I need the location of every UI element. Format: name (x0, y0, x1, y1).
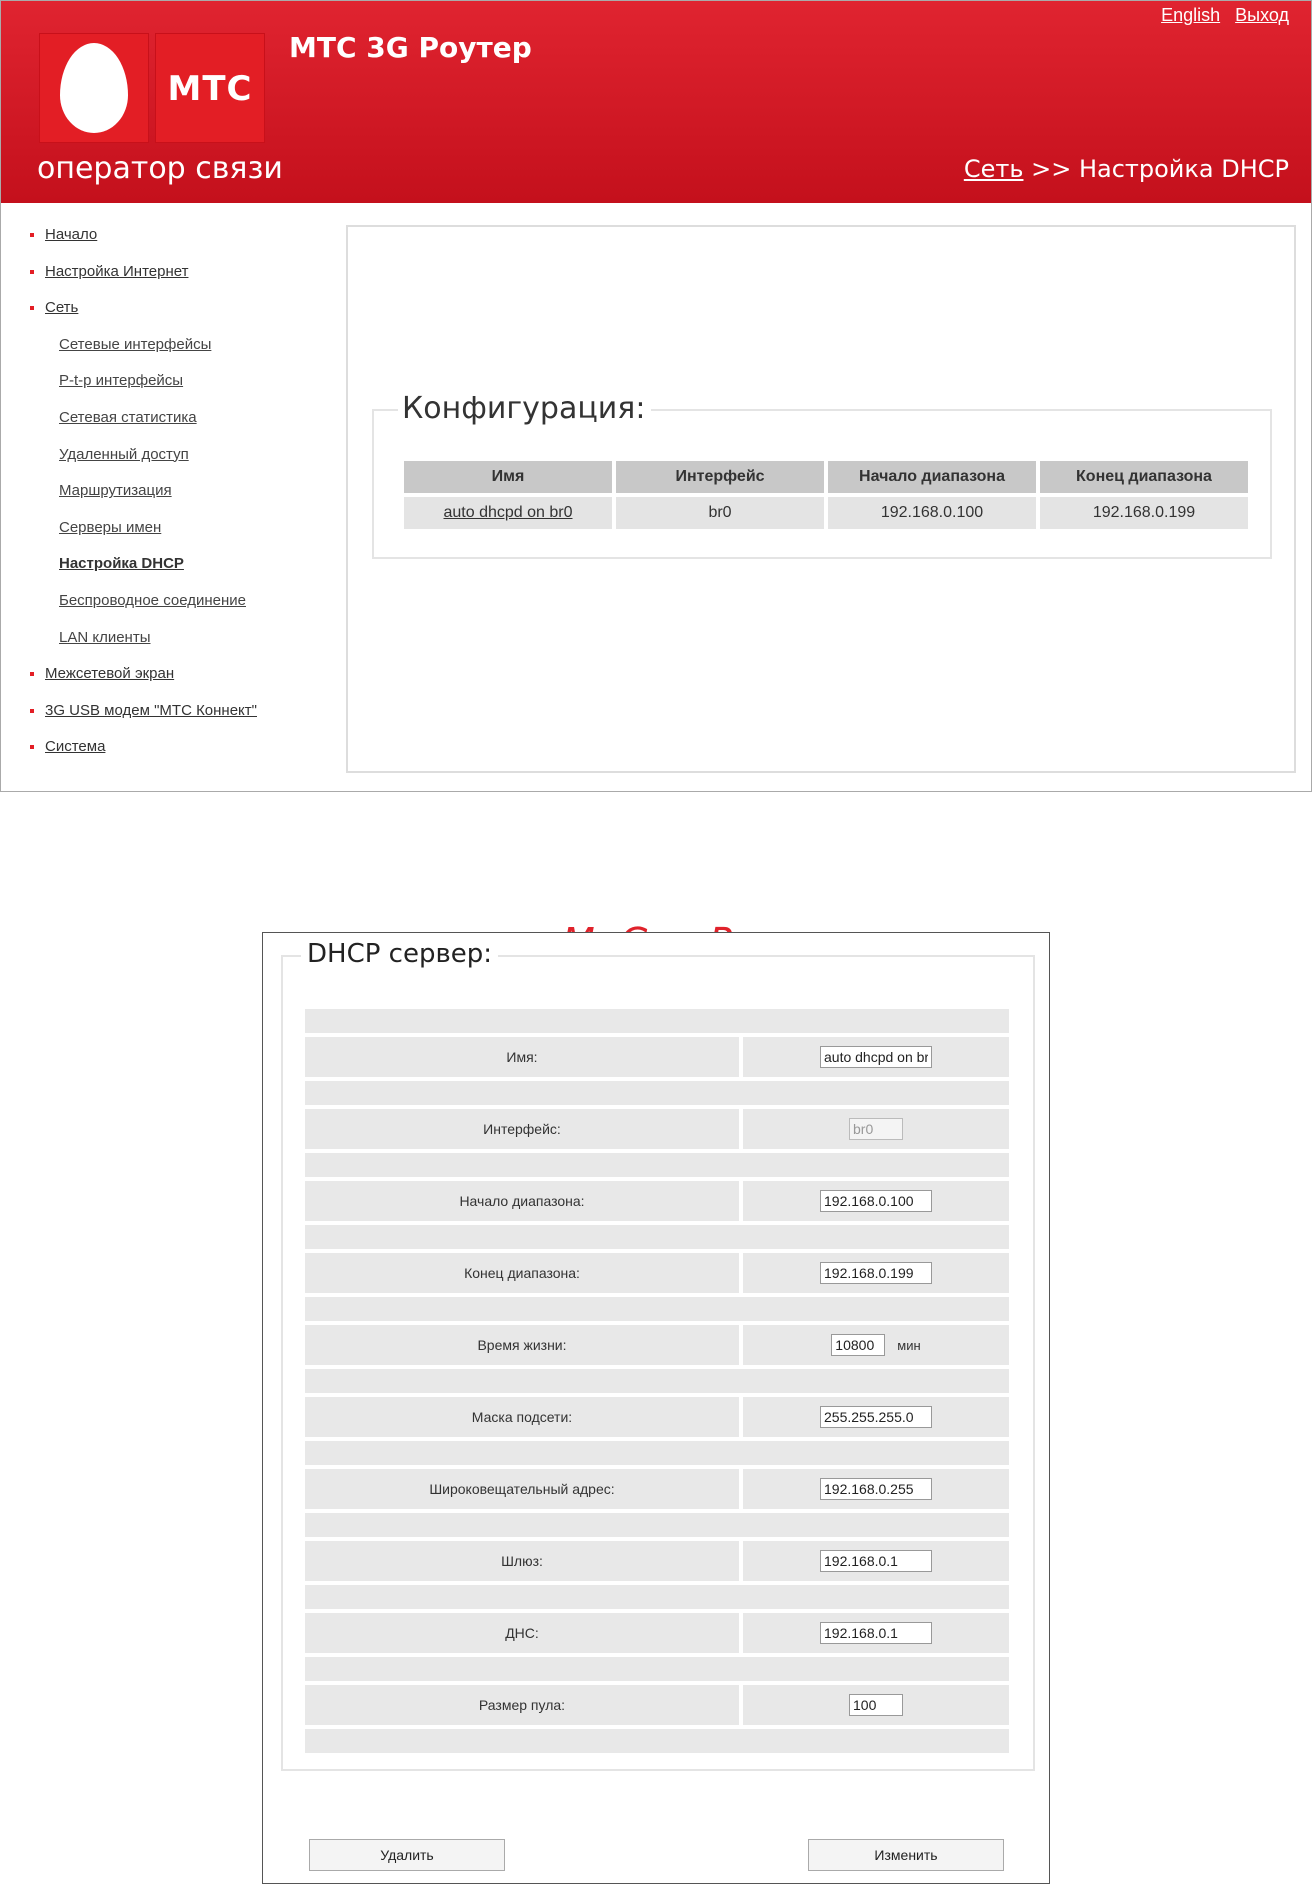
router-title: МТС 3G Роутер (289, 31, 532, 64)
nav-link-network[interactable]: Сеть (45, 299, 79, 317)
cell-range-start: 192.168.0.100 (828, 497, 1036, 529)
tagline: оператор связи (37, 151, 283, 186)
value-cell-name (743, 1037, 1009, 1077)
bullet-icon (30, 745, 34, 749)
interface-input (849, 1118, 903, 1140)
mts-egg-logo (39, 33, 149, 143)
row-spacer (305, 1225, 1009, 1249)
row-spacer (305, 1513, 1009, 1537)
dhcp-fieldset (281, 939, 1035, 1771)
label-interface: Интерфейс: (305, 1109, 739, 1149)
nav-link-ptp[interactable]: P-t-p интерфейсы (59, 372, 184, 390)
form-row-gateway (305, 1541, 1009, 1581)
form-row-interface (305, 1109, 1009, 1149)
col-header-range-start: Начало диапазона (828, 461, 1036, 493)
row-spacer (305, 1009, 1009, 1033)
col-header-range-end: Конец диапазона (1040, 461, 1248, 493)
bullet-icon (30, 270, 34, 274)
lease-unit: мин (897, 1337, 921, 1353)
nav-link-internet[interactable]: Настройка Интернет (45, 262, 189, 280)
label-range-end: Конец диапазона: (305, 1253, 739, 1293)
nav-link-wireless[interactable]: Беспроводное соединение (59, 591, 246, 609)
sidebar-nav (25, 223, 335, 772)
mts-text-logo (155, 33, 265, 143)
value-cell-pool-size (743, 1685, 1009, 1725)
nav-subitem-stats[interactable] (25, 406, 335, 443)
nav-item-firewall[interactable] (25, 662, 335, 699)
value-cell-interface (743, 1109, 1009, 1149)
netmask-input[interactable] (820, 1406, 932, 1428)
range-end-input[interactable] (820, 1262, 932, 1284)
row-spacer (305, 1657, 1009, 1681)
value-cell-range-start (743, 1181, 1009, 1221)
value-cell-dns (743, 1613, 1009, 1653)
content-panel (346, 225, 1296, 773)
value-cell-gateway (743, 1541, 1009, 1581)
row-spacer (305, 1153, 1009, 1177)
breadcrumb-current: Настройка DHCP (1078, 155, 1289, 183)
name-input[interactable] (820, 1046, 932, 1068)
header-banner (1, 1, 1311, 203)
bullet-icon (30, 672, 34, 676)
egg-icon (60, 43, 128, 133)
nav-item-internet[interactable] (25, 260, 335, 297)
nav-item-network[interactable] (25, 296, 335, 333)
nav-label-dhcp[interactable]: Настройка DHCP (59, 555, 184, 573)
nav-subitem-dns[interactable] (25, 516, 335, 553)
label-range-start: Начало диапазона: (305, 1181, 739, 1221)
row-spacer (305, 1585, 1009, 1609)
config-legend: Конфигурация: (398, 391, 651, 426)
nav-item-home[interactable] (25, 223, 335, 260)
label-name: Имя: (305, 1037, 739, 1077)
label-broadcast: Широковещательный адрес: (305, 1469, 739, 1509)
nav-link-home[interactable]: Начало (45, 226, 98, 243)
dhcp-form (305, 1009, 1009, 1757)
col-header-name: Имя (404, 461, 612, 493)
row-spacer (305, 1081, 1009, 1105)
row-spacer (305, 1441, 1009, 1465)
nav-link-system[interactable]: Система (45, 738, 106, 756)
breadcrumb-separator: >> (1023, 155, 1079, 183)
nav-subitem-interfaces[interactable] (25, 333, 335, 370)
bullet-icon (30, 306, 34, 310)
nav-link-stats[interactable]: Сетевая статистика (59, 408, 197, 426)
label-pool-size: Размер пула: (305, 1685, 739, 1725)
dhcp-entry-link[interactable]: auto dhcpd on br0 (443, 504, 573, 521)
row-spacer (305, 1729, 1009, 1753)
form-row-range-end (305, 1253, 1009, 1293)
range-start-input[interactable] (820, 1190, 932, 1212)
cell-interface: br0 (616, 497, 824, 529)
nav-link-lan-clients[interactable]: LAN клиенты (59, 628, 151, 646)
form-row-lease (305, 1325, 1009, 1365)
gateway-input[interactable] (820, 1550, 932, 1572)
breadcrumb-network-link[interactable]: Сеть (963, 155, 1024, 183)
logo-text: МТС (167, 69, 253, 109)
nav-subitem-ptp[interactable] (25, 369, 335, 406)
cell-name (404, 497, 612, 529)
table-row (404, 497, 1248, 529)
dns-input[interactable] (820, 1622, 932, 1644)
router-page-frame (0, 0, 1312, 792)
nav-subitem-remote[interactable] (25, 443, 335, 480)
value-cell-lease (743, 1325, 1009, 1365)
form-row-range-start (305, 1181, 1009, 1221)
col-header-interface: Интерфейс (616, 461, 824, 493)
cell-range-end: 192.168.0.199 (1040, 497, 1248, 529)
form-row-pool-size (305, 1685, 1009, 1725)
top-links (1151, 5, 1289, 26)
nav-link-interfaces[interactable]: Сетевые интерфейсы (59, 335, 212, 353)
nav-link-routing[interactable]: Маршрутизация (59, 482, 172, 500)
form-row-name (305, 1037, 1009, 1077)
dhcp-server-panel (262, 932, 1050, 1884)
nav-item-system[interactable] (25, 735, 335, 772)
form-row-dns (305, 1613, 1009, 1653)
value-cell-netmask (743, 1397, 1009, 1437)
nav-link-3g-modem[interactable]: 3G USB модем "МТС Коннект" (45, 701, 257, 719)
lease-input[interactable] (831, 1334, 885, 1356)
config-table (400, 457, 1252, 533)
label-gateway: Шлюз: (305, 1541, 739, 1581)
value-cell-broadcast (743, 1469, 1009, 1509)
change-button[interactable]: Изменить (808, 1839, 1004, 1871)
row-spacer (305, 1297, 1009, 1321)
nav-link-dns[interactable]: Серверы имен (59, 518, 162, 536)
bullet-icon (30, 233, 34, 237)
english-link[interactable]: English (1161, 5, 1221, 25)
broadcast-input[interactable] (820, 1478, 932, 1500)
nav-subitem-wireless[interactable] (25, 589, 335, 626)
label-netmask: Маска подсети: (305, 1397, 739, 1437)
nav-item-3g-modem[interactable] (25, 699, 335, 736)
delete-button[interactable]: Удалить (309, 1839, 505, 1871)
nav-subitem-dhcp-active[interactable] (25, 552, 335, 589)
bullet-icon (30, 709, 34, 713)
dhcp-legend: DHCP сервер: (301, 939, 498, 969)
nav-link-firewall[interactable]: Межсетевой экран (45, 665, 175, 683)
form-row-netmask (305, 1397, 1009, 1437)
row-spacer (305, 1369, 1009, 1393)
label-lease: Время жизни: (305, 1325, 739, 1365)
nav-link-remote[interactable]: Удаленный доступ (59, 445, 189, 463)
config-table-header (404, 461, 1248, 493)
label-dns: ДНС: (305, 1613, 739, 1653)
config-fieldset (372, 391, 1272, 559)
form-row-broadcast (305, 1469, 1009, 1509)
value-cell-range-end (743, 1253, 1009, 1293)
nav-subitem-routing[interactable] (25, 479, 335, 516)
pool-size-input[interactable] (849, 1694, 903, 1716)
logout-link[interactable]: Выход (1235, 5, 1289, 25)
nav-subitem-lan-clients[interactable] (25, 626, 335, 663)
breadcrumb (964, 155, 1289, 183)
